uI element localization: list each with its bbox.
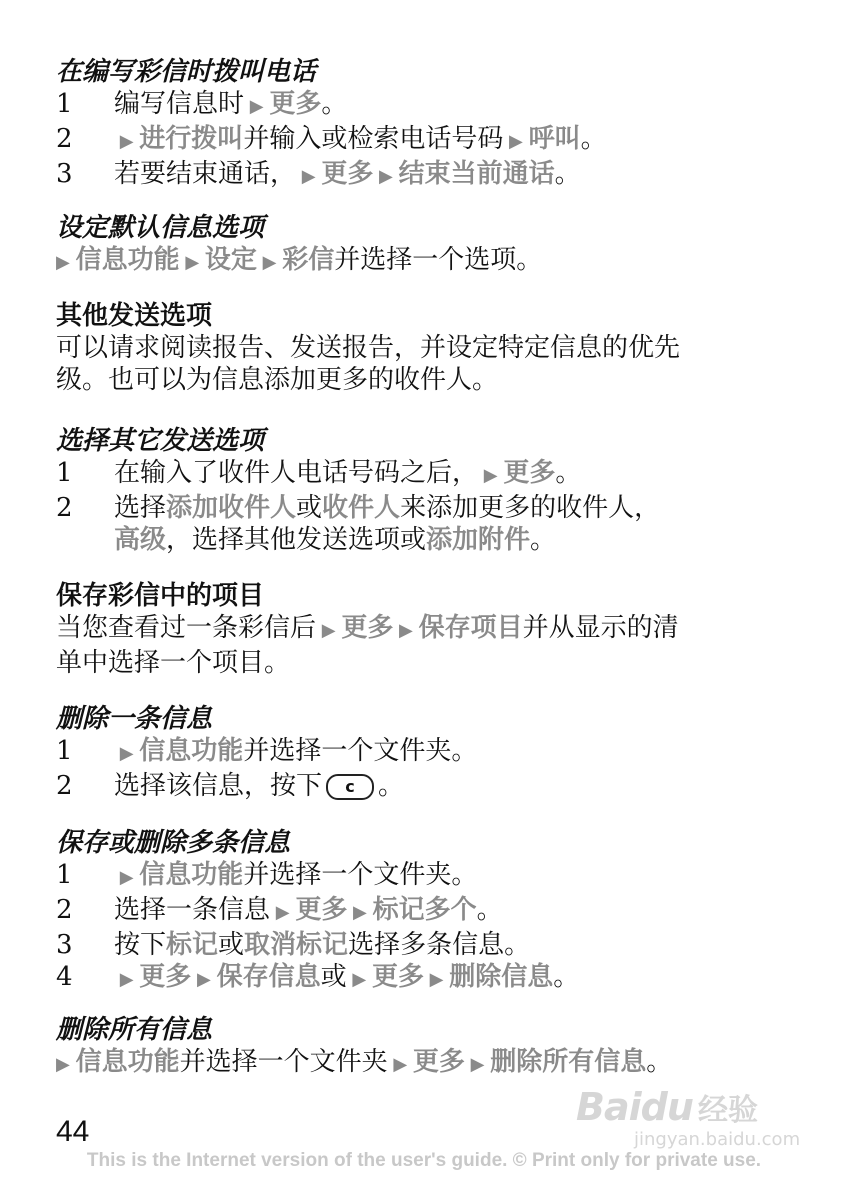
text-line [56, 244, 796, 279]
body-text: 并选择一个文件夹。 [243, 860, 478, 890]
body-text: 。 [553, 962, 580, 992]
body-text: 编写信息时 [114, 89, 245, 119]
section-heading: 设定默认信息选项 [56, 213, 265, 243]
body-text: 并选择一个文件夹。 [243, 736, 478, 766]
text-line [56, 735, 796, 770]
section-body [56, 859, 796, 996]
menu-keyword: 高级 [114, 525, 167, 555]
menu-keyword: 删除所有信息 [490, 1047, 647, 1077]
text-line [56, 524, 796, 556]
watermark-logo: Bai [576, 1085, 641, 1129]
arrow-icon: ▶ [56, 1054, 76, 1075]
step-number: 2 [56, 124, 73, 154]
body-text: 选择该信息，按下 [114, 771, 323, 801]
body-text: 可以请求阅读报告、发送报告，并设定特定信息的优先 [56, 333, 681, 363]
text-line [56, 364, 796, 396]
section-heading: 其他发送选项 [56, 301, 213, 331]
menu-keyword: 更多 [371, 962, 424, 992]
body-text: 。 [554, 159, 581, 189]
menu-keyword: 设定 [204, 245, 257, 275]
text-line [56, 492, 796, 524]
body-text: 选择 [114, 493, 167, 523]
arrow-icon: ▶ [270, 902, 296, 923]
step-number: 2 [56, 895, 73, 925]
section-heading: 在编写彩信时拨叫电话 [56, 57, 317, 87]
menu-keyword: 更多 [269, 89, 322, 119]
body-text: 或 [320, 962, 347, 992]
arrow-icon: ▶ [56, 252, 76, 273]
step-number: 3 [56, 159, 73, 189]
menu-keyword: 保存信息 [216, 962, 321, 992]
watermark-logo-cn: 经验 [698, 1093, 758, 1128]
arrow-icon: ▶ [244, 96, 270, 117]
sec-0 [56, 56, 796, 193]
body-text: 当您查看过一条彩信后 [56, 613, 317, 643]
sec-4 [56, 580, 796, 679]
arrow-icon: ▶ [346, 969, 372, 990]
menu-keyword: 信息功能 [139, 736, 244, 766]
body-text: 若要结束通话， [114, 159, 297, 189]
menu-keyword: 结束当前通话 [398, 159, 555, 189]
menu-keyword: 更多 [503, 458, 556, 488]
step-number: 1 [56, 458, 73, 488]
text-line [56, 88, 796, 123]
section-heading: 选择其它发送选项 [56, 426, 265, 456]
text-line [56, 123, 796, 158]
page-number: 44 [56, 1115, 90, 1148]
body-text: 并从显示的清 [522, 613, 679, 643]
step-number: 4 [56, 962, 73, 992]
section-heading: 删除一条信息 [56, 704, 213, 734]
section-body [56, 332, 796, 396]
menu-keyword: 信息功能 [75, 245, 180, 275]
arrow-icon: ▶ [387, 1054, 413, 1075]
menu-keyword: 更多 [321, 159, 374, 189]
section-body [56, 88, 796, 193]
body-text: 级。也可以为信息添加更多的收件人。 [56, 365, 499, 395]
arrow-icon: ▶ [373, 166, 399, 187]
menu-keyword: 删除信息 [449, 962, 554, 992]
menu-keyword: 进行拨叫 [139, 124, 244, 154]
step-number: 1 [56, 860, 73, 890]
section-body [56, 1046, 796, 1081]
arrow-icon: ▶ [114, 867, 140, 888]
sec-7 [56, 1014, 796, 1081]
menu-keyword: 标记多个 [372, 895, 477, 925]
body-text: 。 [580, 124, 607, 154]
text-line [56, 647, 796, 679]
body-text: 。 [646, 1047, 673, 1077]
footer-notice: This is the Internet version of the user's guide. © Print only for private use. [86, 1150, 762, 1171]
body-text: 单中选择一个项目。 [56, 648, 291, 678]
menu-keyword: 信息功能 [139, 860, 244, 890]
menu-keyword: 添加收件人 [166, 493, 297, 523]
step-number: 1 [56, 89, 73, 119]
body-text: 按下 [114, 930, 167, 960]
arrow-icon: ▶ [114, 743, 140, 764]
arrow-icon: ▶ [191, 969, 217, 990]
text-line [56, 612, 796, 647]
watermark-url: jingyan.baidu.com [634, 1129, 801, 1150]
arrow-icon: ▶ [316, 620, 342, 641]
menu-keyword: 取消标记 [244, 930, 349, 960]
text-line [56, 929, 796, 961]
baidu-watermark [576, 1085, 800, 1150]
section-body [56, 457, 796, 556]
step-number: 3 [56, 930, 73, 960]
menu-keyword: 呼叫 [528, 124, 581, 154]
menu-keyword: 彩信 [282, 245, 335, 275]
arrow-icon: ▶ [114, 969, 140, 990]
body-text: 。 [476, 895, 503, 925]
text-line [56, 457, 796, 492]
step-number: 1 [56, 736, 73, 766]
menu-keyword: 信息功能 [75, 1047, 180, 1077]
body-text: 或 [296, 493, 323, 523]
body-text: 。 [530, 525, 557, 555]
arrow-icon: ▶ [478, 465, 504, 486]
menu-keyword: 更多 [341, 613, 394, 643]
text-line [56, 770, 796, 802]
arrow-icon: ▶ [464, 1054, 491, 1075]
arrow-icon: ▶ [114, 131, 140, 152]
arrow-icon: ▶ [503, 131, 529, 152]
section-heading: 保存彩信中的项目 [56, 581, 265, 611]
arrow-icon: ▶ [347, 902, 373, 923]
body-text: 在输入了收件人电话号码之后， [114, 458, 479, 488]
menu-keyword: 添加附件 [426, 525, 531, 555]
body-text: 。 [378, 771, 405, 801]
menu-keyword: 更多 [295, 895, 348, 925]
body-text: 。 [321, 89, 348, 119]
menu-keyword: 更多 [412, 1047, 465, 1077]
section-body [56, 612, 796, 679]
body-text: 选择多条信息。 [348, 930, 531, 960]
body-text: ，选择其他发送选项或 [166, 525, 427, 555]
body-text: 选择一条信息 [114, 895, 271, 925]
body-text: 并选择一个文件夹 [179, 1047, 388, 1077]
section-heading: 保存或删除多条信息 [56, 828, 291, 858]
section-body [56, 244, 796, 279]
arrow-icon: ▶ [423, 969, 450, 990]
step-number: 2 [56, 493, 73, 523]
body-text: 来添加更多的收件人， [400, 493, 661, 523]
menu-keyword: 收件人 [322, 493, 401, 523]
arrow-icon: ▶ [256, 252, 283, 273]
text-line [56, 859, 796, 894]
text-line [56, 894, 796, 929]
body-text: 并选择一个选项。 [334, 245, 543, 275]
body-text: 并输入或检索电话号码 [243, 124, 504, 154]
arrow-icon: ▶ [179, 252, 205, 273]
menu-keyword: 更多 [139, 962, 192, 992]
watermark-logo-du: du [640, 1085, 693, 1129]
text-line [56, 1046, 796, 1081]
text-line [56, 961, 796, 996]
c-key-icon: c [326, 774, 374, 800]
section-body [56, 735, 796, 802]
sec-6 [56, 827, 796, 996]
body-text: 或 [218, 930, 245, 960]
text-line [56, 158, 796, 193]
sec-1 [56, 212, 796, 279]
sec-2 [56, 300, 796, 396]
body-text: 。 [555, 458, 582, 488]
menu-keyword: 保存项目 [418, 613, 523, 643]
arrow-icon: ▶ [296, 166, 322, 187]
sec-3 [56, 425, 796, 556]
text-line [56, 332, 796, 364]
sec-5 [56, 703, 796, 802]
menu-keyword: 标记 [166, 930, 219, 960]
arrow-icon: ▶ [393, 620, 419, 641]
step-number: 2 [56, 771, 73, 801]
section-heading: 删除所有信息 [56, 1015, 213, 1045]
